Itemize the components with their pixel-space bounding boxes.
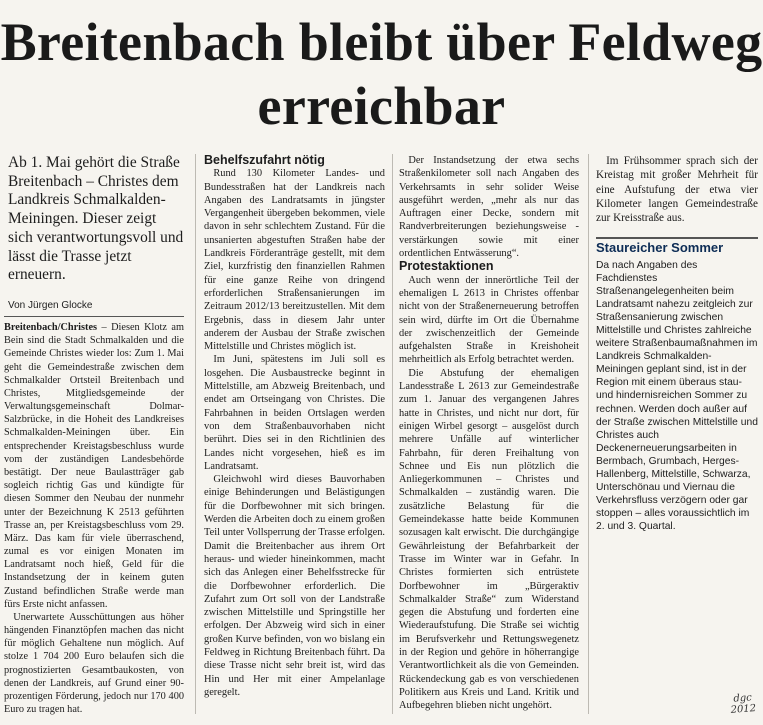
article-column-3 xyxy=(399,154,579,712)
byline: Von Jürgen Glocke xyxy=(4,299,184,317)
article-paragraph: Auch wenn der innerörtliche Teil der ehemaligen L 2613 in Christes offenbar nicht von der Straßenerneuerung betroffen sein wird, dürfte im Ort die Übernahme der zwischenzeitlich der Gemeinde aufgehalsten Straße in Kreishoheit mehrheitlich als Erfolg betrachtet werden. xyxy=(399,274,579,366)
annotation-initials: dgc xyxy=(733,692,753,705)
infobox xyxy=(596,237,758,533)
article-paragraph: Unerwartete Ausschüttungen aus höher hängenden Finanztöpfen machen das nicht für möglich Gehaltene nun möglich. Auf stolze 1 704 200 Euro belaufen sich die prognostizierten Gesamtbaukosten, von denen der Landkreis, auf Grund einer 90-prozentigen Förderung, jedoch nur 170 400 Euro zu tragen hat. xyxy=(4,611,184,716)
article-paragraph: Im Frühsommer sprach sich der Kreistag mit großer Mehrheit für eine Aufstufung der etwa vier Kilometer langen Gemeindestraße zur Kreisstraße aus. xyxy=(596,155,758,224)
column-divider xyxy=(392,154,393,714)
column-divider xyxy=(588,154,589,714)
article-paragraph: Rund 130 Kilometer Landes- und Bundesstraßen hat der Landkreis nach Angaben des Landratsamts in jüngster Vergangenheit übergeben bekommen, viele davon in sehr schlechtem Zustand. Für die unsanierten abgestuften Straßen habe der Landkreis Förderanträge gestellt, mit dem Ziel, kurzfristig den finanziellen Rahmen für eine ganze Reihe von dringend erforderlichen Straßensanierungen im Zeitraum 2012/13 bereitzustellen. Mit dem Ergebnis, dass in diesem Jahr unter anderem der Ausbau der Straße zwischen Mittelstille und Christes möglich ist. xyxy=(204,168,385,353)
article-column-4 xyxy=(596,154,758,533)
article-column-1 xyxy=(4,154,184,716)
article-lead: Ab 1. Mai gehört die Straße Breitenbach – Christes dem Landkreis Schmalkalden-Meiningen. Dieser zeigt sich verantwortungsvoll und lässt die Trasse jetzt erneuern. xyxy=(8,154,184,284)
paragraph-text: – Diesen Klotz am Bein sind die Stadt Schmalkalden und die Gemeinde Christes wieder los: Zum 1. Mai geht die Gemeindestraße zwischen dem Schmalkalder Ortsteil Breitenbach und Christes, Mitgliedsgemeinde der Verwaltungsgemeinschaft Dolmar-Salzbrücke, in die Hoheit des Landkreises Schmalkalden-Meiningen über. Ein entsprechender Kreistagsbeschluss wurde vom der zuständigen Landesbehörde bestätigt. Der neue Baulastträger gab sogleich richtig Gas und kündigte für diesen Sommer den Neubau der nunmehr unter der Bezeichnung K 2513 geführten Trasse an, per Kreistagsbeschluss vom 29. März. Das kam für viele überraschend, zumal es vor einigen Monaten im Landratsamt noch hieß, Geld für die Instandsetzung der in keinem guten Zustand befindlichen Straße werde man fürs Erste nicht anfassen. xyxy=(4,322,184,610)
article-paragraph xyxy=(4,321,184,611)
headline: Breitenbach bleibt über Feldweg erreichbar xyxy=(0,12,763,136)
article-paragraph: Der Instandsetzung der etwa sechs Straßenkilometer soll nach Angaben des Verkehrsamts in sehr solider Weise ausgeführt werden, „mehr als nur das Auftragen einer Decke, sondern mit Randverbreiterungen beziehungsweise -verstärkungen sowie mit einer ordentlichen Entwässerung“. xyxy=(399,155,579,260)
infobox-title: Staureicher Sommer xyxy=(596,240,724,256)
dateline: Breitenbach/Christes xyxy=(4,322,98,334)
annotation-year: 2012 xyxy=(730,703,757,716)
article-paragraph: Die Abstufung der ehemaligen Landesstraße L 2613 zur Gemeindestraße zum 1. Januar des vergangenen Jahres hatte in Christes, und nicht nur dort, für einigen Wirbel gesorgt – ausgelöst durch mehrere Unfälle auf winterlicher Fahrbahn, für deren Freihaltung von Schnee und Eis nun plötzlich die Anliegerkommunen – Christes und Schmalkalden – zuständig waren. Die zusätzliche Belastung für die Gemeindekasse hatte beide Kommunen sozusagen kalt erwischt. Die durchgängige Gewährleistung der Befahrbarkeit der Trasse im Winter war in Gefahr. In Christes formierten sich entrüstete Dorfbewohner im „Bürgeraktiv Schmalkalder Straße“ zum Widerstand gegen die Abstufung und forderten eine Wiederaufstufung. Die Straße sei wichtig im Berufsverkehr und Rettungswegenetz in der Region und gehöre in höherrangige Verantwortlichkeit als die von Gemeinden. Rückendeckung gab es von verschiedenen Politikern aus Kreis und Land. Kritik und Aufbegehren blieben nicht ungehört. xyxy=(399,367,579,712)
subheading-protestaktionen: Protestaktionen xyxy=(399,259,494,274)
subheading-behelfszufahrt: Behelfszufahrt nötig xyxy=(204,153,325,167)
handwritten-annotation xyxy=(724,692,761,716)
article-paragraph: Im Juni, spätestens im Juli soll es losgehen. Die Ausbaustrecke beginnt in Mittelstille, am Abzweig Breitenbach, und endet am Ortseingang von Christes. Die Fahrbahnen in beiden Ortslagen werden von dem Straßenbauvorhaben nicht berührt. Dies sei in den Richtlinien des Landes nicht vorgesehen, hieß es im Landratsamt. xyxy=(204,354,385,472)
column-divider xyxy=(195,154,196,714)
article-column-2 xyxy=(204,154,385,699)
article-paragraph: Gleichwohl wird dieses Bauvorhaben einige Behinderungen und Belästigungen für die Dorfbewohner mit sich bringen. Werden die Arbeiten doch zu einem großen Teil unter Vollsperrung der Trasse erfolgen. Damit die Breitenbacher aus ihrem Ort heraus- und wieder hineinkommen, macht sich das Anlegen einer Behelfsstrecke für die Dorfbewohner erforderlich. Die Zufahrt zum Ort soll von der Landstraße zwischen Mittelstille und Springstille her erfolgen. Der Abzweig wird sich in einer großen Kurve befinden, von wo bislang ein Feldweg in Richtung Breitenbach führt. Da diese Trasse nicht sehr breit ist, wird das Hin und Her mit einer Ampelanlage geregelt. xyxy=(204,474,385,698)
infobox-text: Da nach Angaben des Fachdienstes Straßenangelegenheiten beim Landratsamt nahezu zeitgleich zur Straßensanierung zwischen Mittelstille und Christes zahlreiche weitere Straßenbaumaßnahmen im Landkreis Schmalkalden-Meiningen geplant sind, ist in der Region mit einem überaus stau- und hindernisreichen Sommer zu rechnen. Werden doch außer auf der Straße zwischen Mittelstille und Christes auch Deckenerneuerungsarbeiten in Bermbach, Grumbach, Herges-Hallenberg, Mittelstille, Schwarza, Unterschönau und Viernau die Verkehrsfluss verzögern oder gar stoppen – alles voraussichtlich im 2. und 3. Quartal. xyxy=(596,259,758,533)
